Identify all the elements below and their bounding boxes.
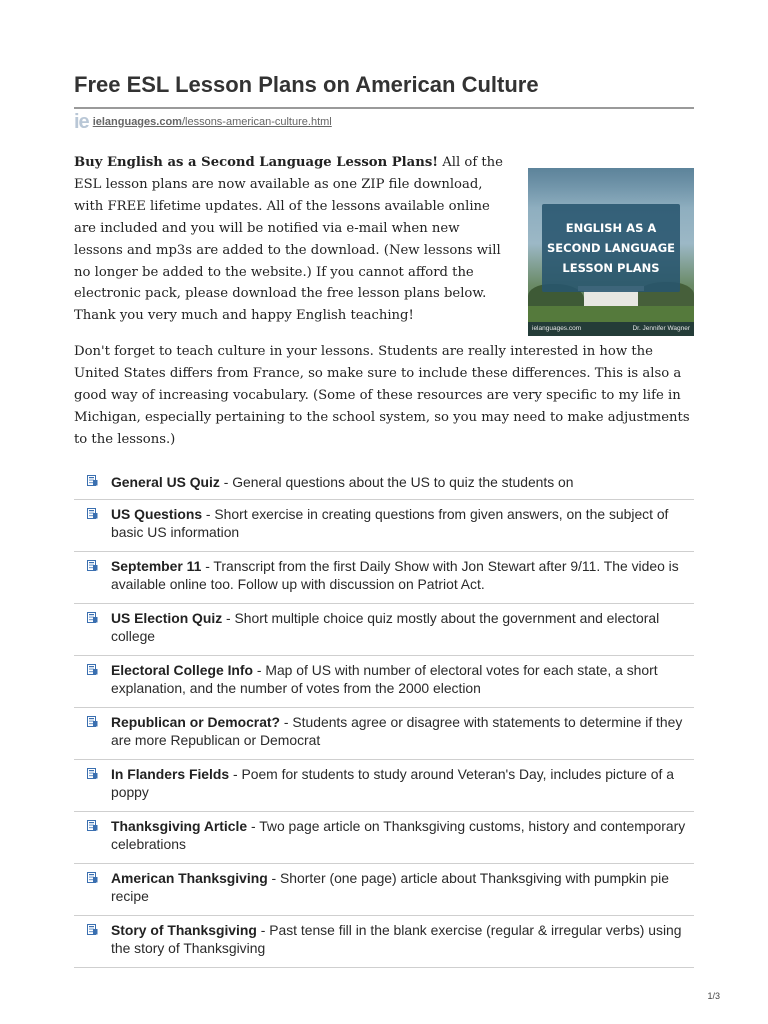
lesson-description: - Two page article on Thanksgiving customs, history and contemporary celebrations xyxy=(111,818,686,852)
lesson-description: - Transcript from the first Daily Show with Jon Stewart after 9/11. The video is available online too. Follow up with discussion on Patriot Act. xyxy=(111,558,679,592)
promo-sky xyxy=(528,168,694,208)
list-item xyxy=(74,604,694,656)
promo-footer-site: ielanguages.com xyxy=(532,325,582,332)
lesson-link[interactable]: General US Quiz xyxy=(111,474,220,490)
list-item xyxy=(74,552,694,604)
document-icon xyxy=(87,924,98,935)
intro-paragraph xyxy=(74,152,506,327)
lesson-description: - Shorter (one page) article about Thanksgiving with pumpkin pie recipe xyxy=(111,870,669,904)
lesson-description: - General questions about the US to quiz the students on xyxy=(219,474,574,490)
lesson-link[interactable]: September 11 xyxy=(111,558,202,574)
promo-line-1: ENGLISH AS A xyxy=(565,221,657,235)
lesson-link[interactable]: Republican or Democrat? xyxy=(111,714,281,730)
page-number: 1/3 xyxy=(707,991,720,1001)
document-icon xyxy=(87,664,98,675)
list-item xyxy=(74,467,694,500)
document-icon xyxy=(87,768,98,779)
intro-body: All of the ESL lesson plans are now available as one ZIP file download, with FREE lifetime updates. All of the lessons available online are included and you will be notified via e-mail when new lessons and mp3s are added to the download. (New lessons will no longer be added to the website.) If you cannot afford the electronic pack, please download the free lesson plans below. Thank you very much and happy English teaching! xyxy=(74,155,503,324)
list-item xyxy=(74,760,694,812)
lesson-description: - Poem for students to study around Veteran's Day, includes picture of a poppy xyxy=(111,766,674,800)
source-domain: ielanguages.com xyxy=(92,116,182,128)
ielanguages-logo-icon: ie xyxy=(74,111,89,133)
promo-white-house xyxy=(584,290,638,306)
lesson-link[interactable]: Story of Thanksgiving xyxy=(111,922,257,938)
promo-footer xyxy=(528,322,694,336)
list-item xyxy=(74,812,694,864)
lesson-description: - Short exercise in creating questions from given answers, on the subject of basic US information xyxy=(111,506,669,540)
source-url-link[interactable] xyxy=(93,116,332,128)
document-icon xyxy=(87,872,98,883)
document-icon xyxy=(87,560,98,571)
source-line xyxy=(74,112,332,132)
promo-title-box xyxy=(542,204,680,292)
document-icon xyxy=(87,820,98,831)
title-divider xyxy=(74,107,694,109)
lesson-link[interactable]: US Election Quiz xyxy=(111,610,223,626)
promo-line-2: SECOND LANGUAGE xyxy=(547,241,675,255)
promo-line-3: LESSON PLANS xyxy=(562,261,660,275)
lesson-description: - Map of US with number of electoral votes for each state, a short explanation, and the number of votes from the 2000 election xyxy=(111,662,658,696)
list-item xyxy=(74,500,694,552)
lesson-description: - Short multiple choice quiz mostly about the government and electoral college xyxy=(111,610,660,644)
document-icon xyxy=(87,612,98,623)
document-icon xyxy=(87,475,98,486)
source-path: /lessons-american-culture.html xyxy=(181,116,332,128)
lesson-link[interactable]: Electoral College Info xyxy=(111,662,254,678)
buy-lesson-plans-link[interactable]: Buy English as a Second Language Lesson Plans! xyxy=(74,155,439,170)
lesson-description: - Students agree or disagree with statements to determine if they are more Republican or Democrat xyxy=(111,714,683,748)
lesson-link[interactable]: Thanksgiving Article xyxy=(111,818,248,834)
lesson-link[interactable]: In Flanders Fields xyxy=(111,766,230,782)
lesson-link[interactable]: US Questions xyxy=(111,506,203,522)
lesson-plans-promo-image[interactable] xyxy=(528,168,694,336)
list-item xyxy=(74,708,694,760)
lesson-list xyxy=(74,467,694,968)
document-icon xyxy=(87,508,98,519)
page-title: Free ESL Lesson Plans on American Culture xyxy=(74,72,539,97)
lesson-description: - Past tense fill in the blank exercise (regular & irregular verbs) using the story of Thanksgiving xyxy=(111,922,682,956)
list-item xyxy=(74,916,694,968)
document-icon xyxy=(87,716,98,727)
promo-footer-author: Dr. Jennifer Wagner xyxy=(632,325,690,332)
lesson-link[interactable]: American Thanksgiving xyxy=(111,870,268,886)
list-item xyxy=(74,656,694,708)
list-item xyxy=(74,864,694,916)
culture-paragraph: Don't forget to teach culture in your lessons. Students are really interested in how the United States differs from France, so make sure to include these differences. This is also a good way of increasing vocabulary. (Some of these resources are very specific to my life in Michigan, especially pertaining to the school system, so you may need to make adjustments to the lessons.) xyxy=(74,344,690,447)
